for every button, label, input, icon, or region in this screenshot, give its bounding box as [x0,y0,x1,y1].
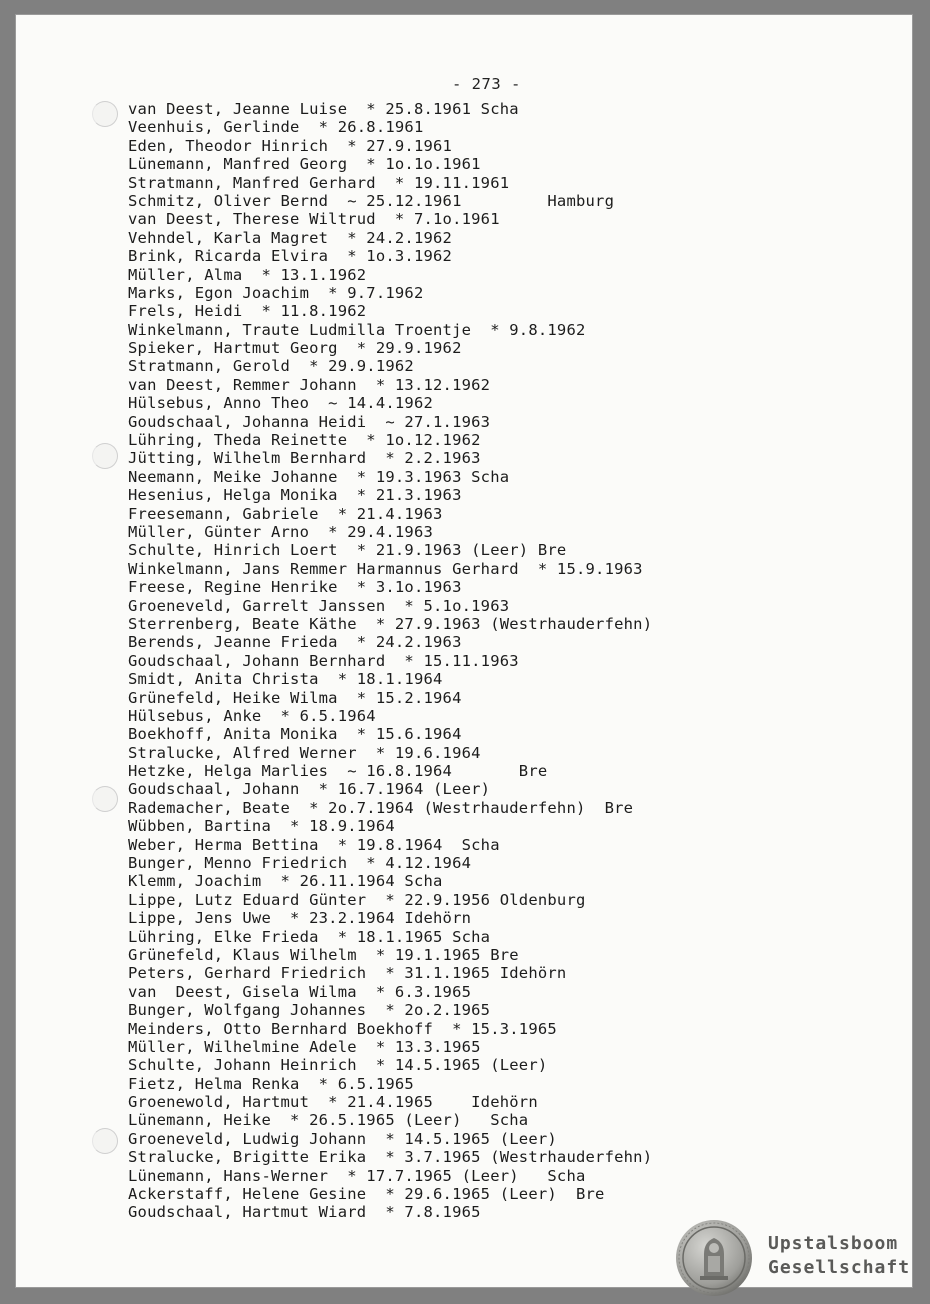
punch-hole [92,786,118,812]
entry-line: Goudschaal, Johanna Heidi ~ 27.1.1963 [128,412,491,431]
entry-line: Stralucke, Alfred Werner * 19.6.1964 [128,743,481,762]
entry-line: Weber, Herma Bettina * 19.8.1964 Scha [128,835,500,854]
entry-line: Schulte, Hinrich Loert * 21.9.1963 (Leer) Bre [128,541,567,560]
entry-line: Groeneveld, Ludwig Johann * 14.5.1965 (Leer) [128,1129,557,1148]
entry-line: Boekhoff, Anita Monika * 15.6.1964 [128,725,462,744]
entry-line: Lühring, Elke Frieda * 18.1.1965 Scha [128,927,491,946]
entry-line: Bunger, Wolfgang Johannes * 2o.2.1965 [128,1001,491,1020]
entry-line: Meinders, Otto Bernhard Boekhoff * 15.3.1965 [128,1019,557,1038]
entry-line: Peters, Gerhard Friedrich * 31.1.1965 Idehörn [128,964,567,983]
entry-line: Hülsebus, Anno Theo ~ 14.4.1962 [128,394,434,413]
entry-line: Rademacher, Beate * 2o.7.1964 (Westrhauderfehn) Bre [128,798,634,817]
entry-line: van Deest, Gisela Wilma * 6.3.1965 [128,982,472,1001]
brand-line-2: Gesellschaft [768,1257,911,1278]
entry-line: Goudschaal, Johann * 16.7.1964 (Leer) [128,780,491,799]
entry-line: Eden, Theodor Hinrich * 27.9.1961 [128,136,453,155]
entry-line: Veenhuis, Gerlinde * 26.8.1961 [128,118,424,137]
entry-line: Stratmann, Gerold * 29.9.1962 [128,357,414,376]
entry-line: Klemm, Joachim * 26.11.1964 Scha [128,872,443,891]
page-number: - 273 - [452,75,521,93]
entry-line: Müller, Wilhelmine Adele * 13.3.1965 [128,1037,481,1056]
entry-line: Lünemann, Heike * 26.5.1965 (Leer) Scha [128,1111,529,1130]
entry-line: Hülsebus, Anke * 6.5.1964 [128,706,376,725]
entry-line: Hesenius, Helga Monika * 21.3.1963 [128,486,462,505]
entry-line: van Deest, Jeanne Luise * 25.8.1961 Scha [128,100,519,118]
entry-line: Grünefeld, Heike Wilma * 15.2.1964 [128,688,462,707]
entry-line: Bunger, Menno Friedrich * 4.12.1964 [128,854,472,873]
entry-line: Freese, Regine Henrike * 3.1o.1963 [128,578,462,597]
entry-list [128,100,652,1222]
entry-line: Fietz, Helma Renka * 6.5.1965 [128,1074,414,1093]
entry-line: Smidt, Anita Christa * 18.1.1964 [128,670,443,689]
entry-line: Marks, Egon Joachim * 9.7.1962 [128,283,424,302]
entry-line: Hetzke, Helga Marlies ~ 16.8.1964 Bre [128,762,548,781]
entry-line: Müller, Alma * 13.1.1962 [128,265,367,284]
entry-line: van Deest, Remmer Johann * 13.12.1962 [128,375,491,394]
entry-line: Goudschaal, Hartmut Wiard * 7.8.1965 [128,1203,481,1222]
entry-line: Vehndel, Karla Magret * 24.2.1962 [128,228,453,247]
entry-line: Ackerstaff, Helene Gesine * 29.6.1965 (Leer) Bre [128,1185,605,1204]
entry-line: van Deest, Therese Wiltrud * 7.1o.1961 [128,210,500,229]
entry-line: Freesemann, Gabriele * 21.4.1963 [128,504,443,523]
entry-line: Groeneveld, Garrelt Janssen * 5.1o.1963 [128,596,510,615]
upstalsboom-seal-icon [674,1218,754,1298]
entry-line: Jütting, Wilhelm Bernhard * 2.2.1963 [128,449,481,468]
entry-line: Neemann, Meike Johanne * 19.3.1963 Scha [128,467,510,486]
entry-line: Lühring, Theda Reinette * 1o.12.1962 [128,431,481,450]
entry-line: Wübben, Bartina * 18.9.1964 [128,817,395,836]
entry-line: Groenewold, Hartmut * 21.4.1965 Idehörn [128,1093,538,1112]
entry-line: Frels, Heidi * 11.8.1962 [128,302,367,321]
entry-line: Schmitz, Oliver Bernd ~ 25.12.1961 Hamburg [128,191,615,210]
entry-line: Lippe, Lutz Eduard Günter * 22.9.1956 Oldenburg [128,890,586,909]
entry-line: Berends, Jeanne Frieda * 24.2.1963 [128,633,462,652]
entry-line: Schulte, Johann Heinrich * 14.5.1965 (Leer) [128,1056,548,1075]
punch-hole [92,101,118,127]
entry-line: Winkelmann, Traute Ludmilla Troentje * 9.8.1962 [128,320,586,339]
punch-hole [92,1128,118,1154]
entry-line: Grünefeld, Klaus Wilhelm * 19.1.1965 Bre [128,945,519,964]
brand-line-1: Upstalsboom [768,1233,899,1254]
punch-hole [92,443,118,469]
entry-line: Winkelmann, Jans Remmer Harmannus Gerhard * 15.9.1963 [128,559,643,578]
document-page [16,15,912,1287]
entry-line: Lünemann, Manfred Georg * 1o.1o.1961 [128,155,481,174]
entry-line: Lippe, Jens Uwe * 23.2.1964 Idehörn [128,909,472,928]
entry-line: Lünemann, Hans-Werner * 17.7.1965 (Leer) Scha [128,1166,586,1185]
entry-line: Sterrenberg, Beate Käthe * 27.9.1963 (Westrhauderfehn) [128,614,653,633]
entry-line: Goudschaal, Johann Bernhard * 15.11.1963 [128,651,519,670]
entry-line: Stratmann, Manfred Gerhard * 19.11.1961 [128,173,510,192]
entry-line: Müller, Günter Arno * 29.4.1963 [128,522,434,541]
entry-line: Brink, Ricarda Elvira * 1o.3.1962 [128,247,453,266]
brand-name [768,1232,910,1280]
entry-line: Stralucke, Brigitte Erika * 3.7.1965 (Westrhauderfehn) [128,1148,653,1167]
entry-line: Spieker, Hartmut Georg * 29.9.1962 [128,339,462,358]
